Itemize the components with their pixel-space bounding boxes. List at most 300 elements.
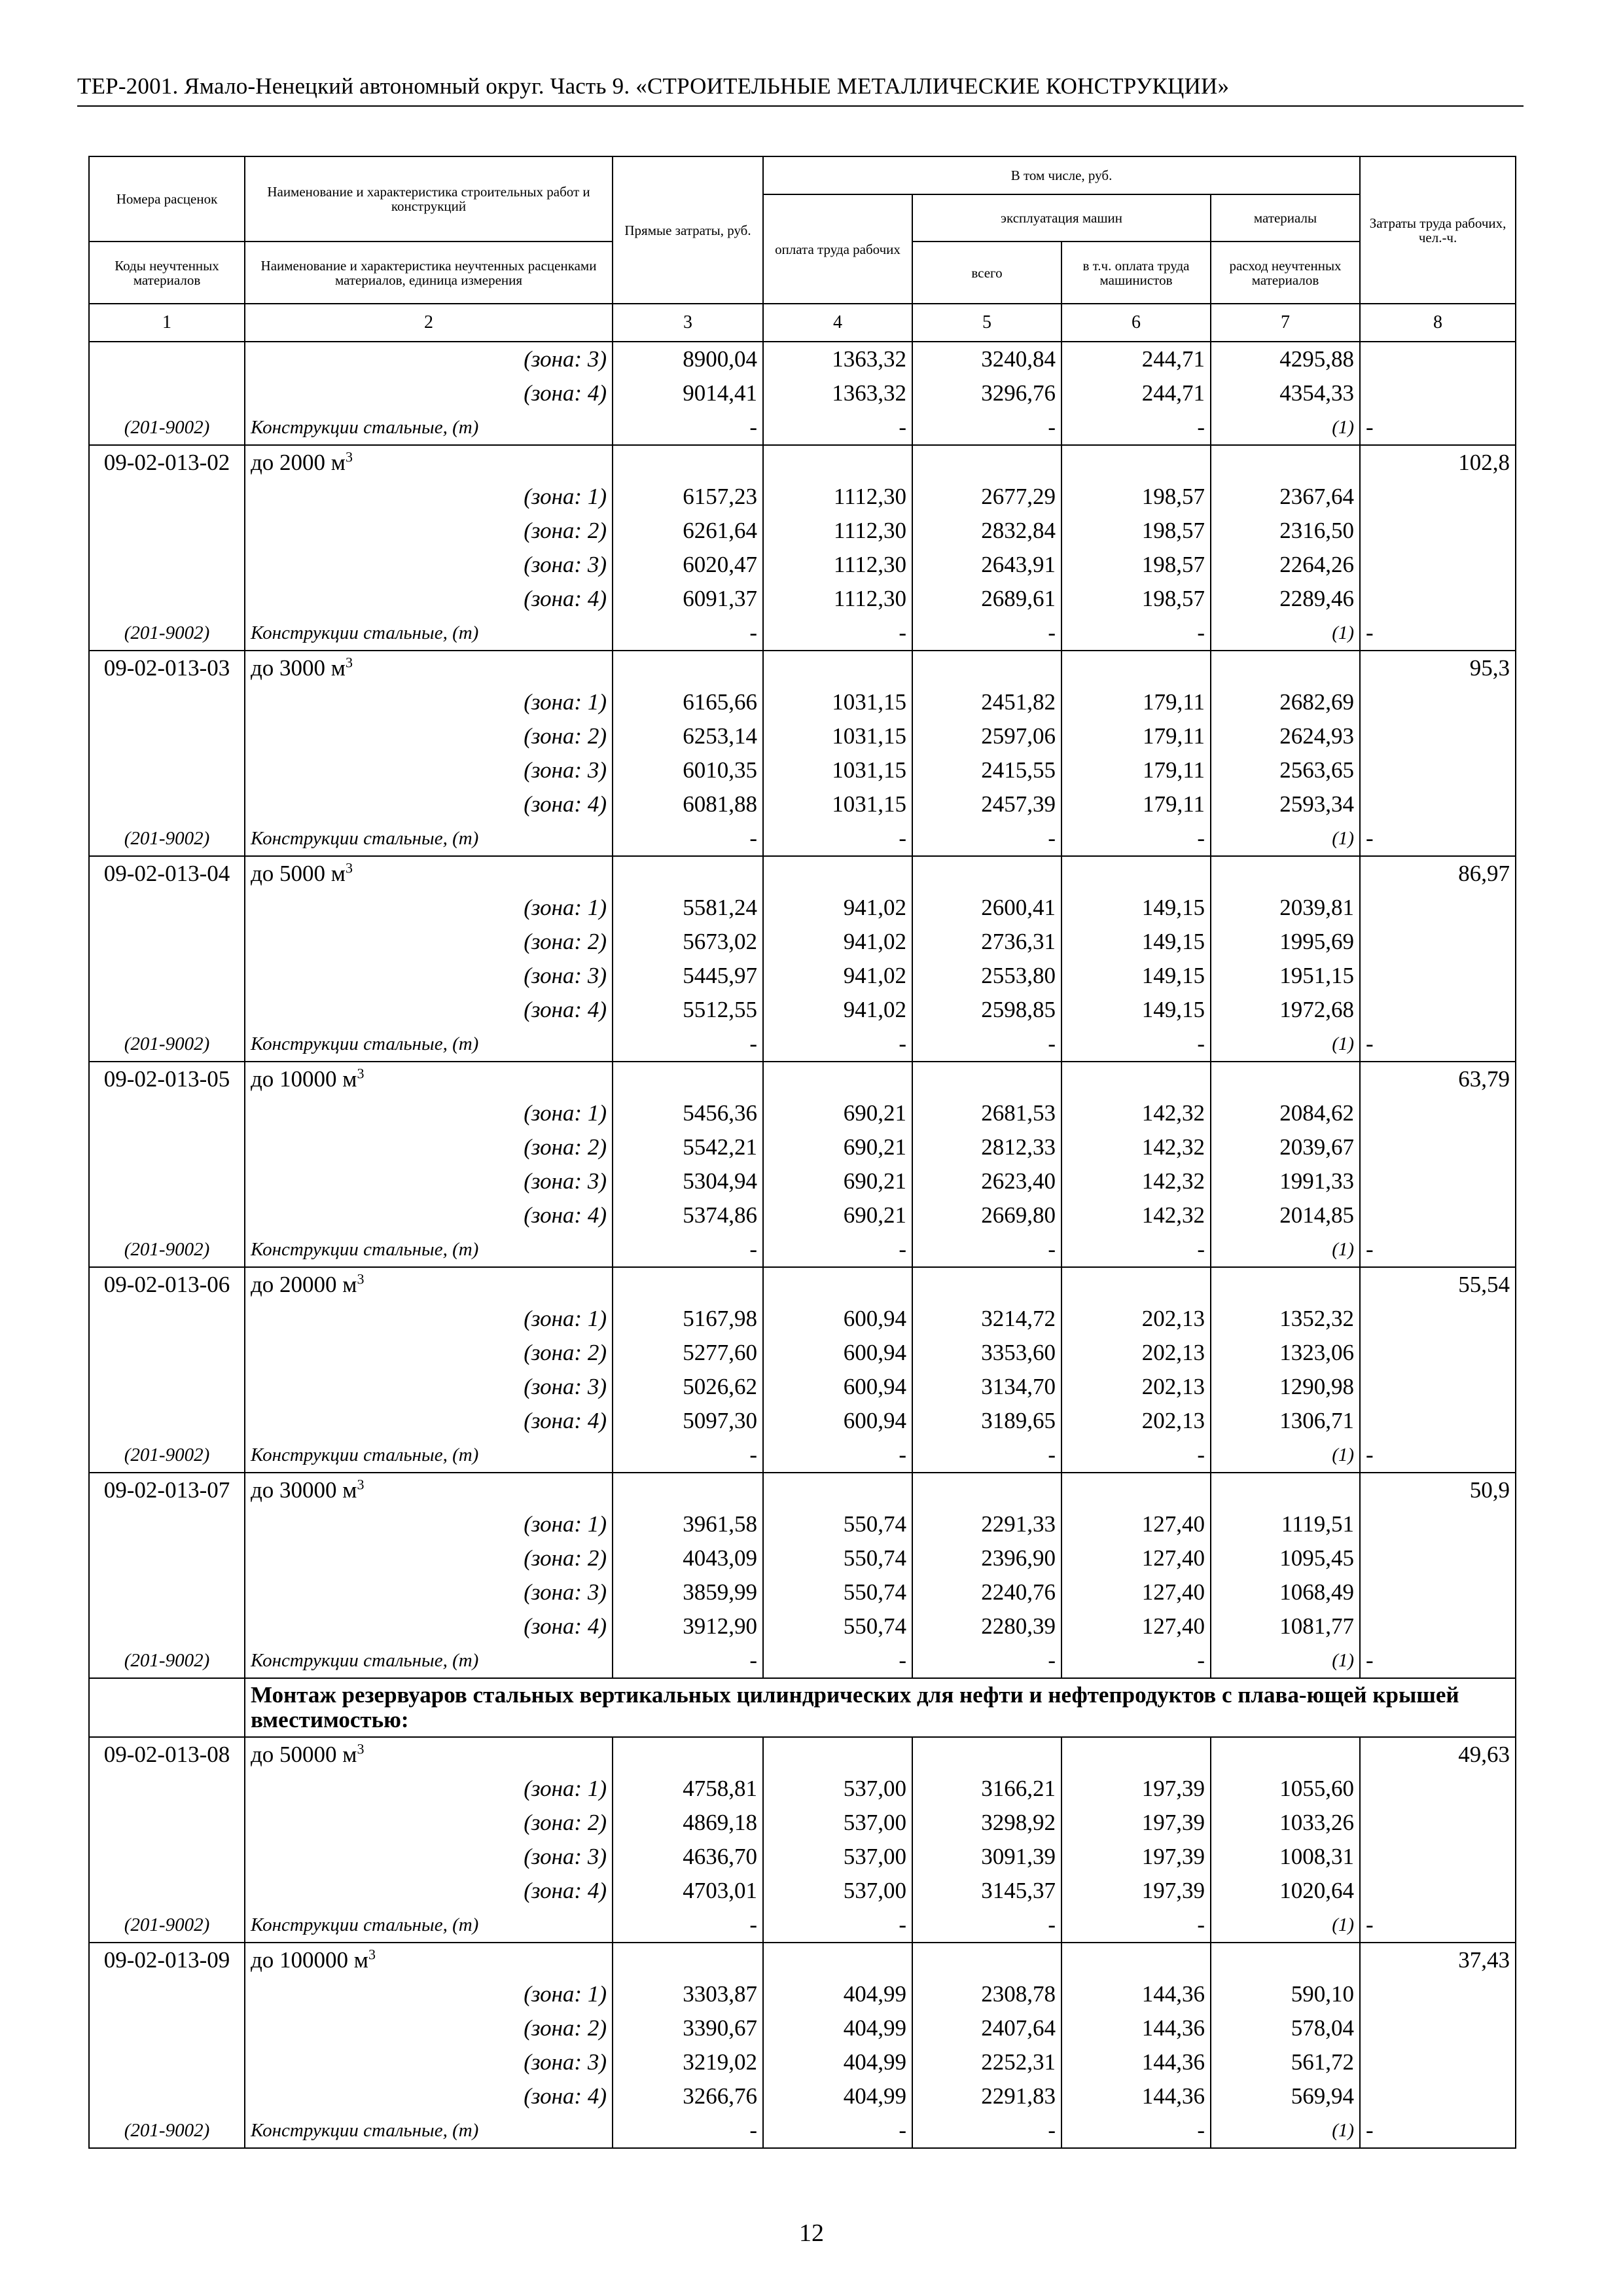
empty-cell	[763, 1267, 912, 1302]
dash-cell: -	[763, 1908, 912, 1943]
empty-cell	[1061, 1267, 1211, 1302]
value-cell: 1112,30	[763, 514, 912, 548]
value-cell: 4043,09	[613, 1541, 763, 1575]
value-cell: 2598,85	[912, 993, 1061, 1027]
value-cell: 142,32	[1061, 1164, 1211, 1198]
zone-row	[89, 1164, 1516, 1198]
empty-cell	[89, 1507, 245, 1541]
value-cell: 1081,77	[1211, 1609, 1360, 1643]
material-name: Конструкции стальные, (т)	[245, 1027, 613, 1062]
empty-cell	[1360, 1336, 1516, 1370]
zone-label: (зона: 2)	[245, 514, 613, 548]
zone-label: (зона: 1)	[245, 1096, 613, 1130]
col-num: 7	[1211, 304, 1360, 342]
empty-cell	[1360, 1977, 1516, 2011]
zone-label: (зона: 4)	[245, 1404, 613, 1438]
empty-cell	[1061, 1943, 1211, 1977]
zone-row	[89, 2045, 1516, 2079]
empty-cell	[1211, 651, 1360, 685]
value-cell: 1112,30	[763, 480, 912, 514]
zone-label: (зона: 4)	[245, 993, 613, 1027]
zone-row	[89, 1772, 1516, 1806]
dash-cell: -	[613, 2113, 763, 2148]
zone-row	[89, 548, 1516, 582]
value-cell: 5026,62	[613, 1370, 763, 1404]
material-name: Конструкции стальные, (т)	[245, 1908, 613, 1943]
value-cell: 578,04	[1211, 2011, 1360, 2045]
dash-cell: -	[613, 1027, 763, 1062]
value-cell: 144,36	[1061, 2079, 1211, 2113]
value-cell: 2624,93	[1211, 719, 1360, 753]
empty-cell	[1360, 2011, 1516, 2045]
th-labor-costs: Затраты труда рабочих, чел.-ч.	[1360, 156, 1516, 304]
dash-cell: -	[1061, 821, 1211, 856]
zone-label: (зона: 1)	[245, 1977, 613, 2011]
zone-label: (зона: 3)	[245, 342, 613, 376]
rate-row	[89, 856, 1516, 891]
rate-row	[89, 445, 1516, 480]
value-cell: 590,10	[1211, 1977, 1360, 2011]
value-cell: 1972,68	[1211, 993, 1360, 1027]
empty-cell	[89, 548, 245, 582]
labor-costs: 63,79	[1360, 1062, 1516, 1096]
empty-cell	[912, 651, 1061, 685]
labor-costs: 37,43	[1360, 1943, 1516, 1977]
value-cell: 1306,71	[1211, 1404, 1360, 1438]
empty-cell	[1360, 1609, 1516, 1643]
zone-row	[89, 787, 1516, 821]
material-name: Конструкции стальные, (т)	[245, 616, 613, 651]
dash-cell: -	[912, 1908, 1061, 1943]
value-cell: 690,21	[763, 1130, 912, 1164]
value-cell: 149,15	[1061, 993, 1211, 1027]
value-cell: 244,71	[1061, 376, 1211, 410]
value-cell: 4295,88	[1211, 342, 1360, 376]
material-row	[89, 616, 1516, 651]
empty-cell	[1061, 651, 1211, 685]
dash-cell: -	[613, 616, 763, 651]
rate-code: 09-02-013-04	[89, 856, 245, 891]
material-name: Конструкции стальные, (т)	[245, 410, 613, 445]
value-cell: 2593,34	[1211, 787, 1360, 821]
zone-label: (зона: 3)	[245, 1370, 613, 1404]
value-cell: 2669,80	[912, 1198, 1061, 1232]
rate-name	[245, 1062, 613, 1096]
empty-cell	[1360, 1164, 1516, 1198]
rate-code: 09-02-013-08	[89, 1737, 245, 1772]
th-material-codes: Коды неучтенных материалов	[89, 242, 245, 304]
value-cell: 2677,29	[912, 480, 1061, 514]
value-cell: 4636,70	[613, 1840, 763, 1874]
empty-cell	[89, 480, 245, 514]
value-cell: 5512,55	[613, 993, 763, 1027]
material-name: Конструкции стальные, (т)	[245, 821, 613, 856]
zone-label: (зона: 1)	[245, 1507, 613, 1541]
value-cell: 404,99	[763, 2079, 912, 2113]
value-cell: 2291,33	[912, 1507, 1061, 1541]
empty-cell	[1360, 1840, 1516, 1874]
value-cell: 142,32	[1061, 1130, 1211, 1164]
value-cell: 2289,46	[1211, 582, 1360, 616]
header-rule	[77, 105, 1524, 107]
empty-cell	[613, 1267, 763, 1302]
value-cell: 6010,35	[613, 753, 763, 787]
dash-cell: -	[1061, 1438, 1211, 1473]
value-cell: 600,94	[763, 1370, 912, 1404]
value-cell: 1951,15	[1211, 959, 1360, 993]
value-cell: 537,00	[763, 1806, 912, 1840]
empty-cell	[613, 1062, 763, 1096]
material-row	[89, 410, 1516, 445]
empty-cell	[763, 1943, 912, 1977]
material-qty: (1)	[1211, 1908, 1360, 1943]
empty-cell	[763, 651, 912, 685]
value-cell: 404,99	[763, 2011, 912, 2045]
empty-cell	[1061, 1062, 1211, 1096]
value-cell: 3214,72	[912, 1302, 1061, 1336]
zone-row	[89, 1404, 1516, 1438]
material-row	[89, 821, 1516, 856]
empty-cell	[89, 1678, 245, 1737]
value-cell: 198,57	[1061, 582, 1211, 616]
rate-code: 09-02-013-07	[89, 1473, 245, 1507]
empty-cell	[89, 1541, 245, 1575]
zone-label: (зона: 3)	[245, 1164, 613, 1198]
empty-cell	[1360, 1575, 1516, 1609]
value-cell: 1112,30	[763, 582, 912, 616]
value-cell: 690,21	[763, 1198, 912, 1232]
value-cell: 2812,33	[912, 1130, 1061, 1164]
empty-cell	[89, 891, 245, 925]
value-cell: 3145,37	[912, 1874, 1061, 1908]
dash-cell: -	[613, 821, 763, 856]
value-cell: 1031,15	[763, 685, 912, 719]
value-cell: 149,15	[1061, 959, 1211, 993]
col-num: 5	[912, 304, 1061, 342]
rate-name-text: до 20000 м	[251, 1272, 357, 1297]
value-cell: 3189,65	[912, 1404, 1061, 1438]
labor-costs: 49,63	[1360, 1737, 1516, 1772]
material-name: Конструкции стальные, (т)	[245, 1438, 613, 1473]
dash-cell: -	[1360, 410, 1516, 445]
zone-label: (зона: 3)	[245, 959, 613, 993]
empty-cell	[1360, 1302, 1516, 1336]
value-cell: 5542,21	[613, 1130, 763, 1164]
value-cell: 3961,58	[613, 1507, 763, 1541]
rate-name	[245, 445, 613, 480]
empty-cell	[1360, 1096, 1516, 1130]
rate-name-text: до 100000 м	[251, 1947, 368, 1973]
empty-cell	[912, 1943, 1061, 1977]
value-cell: 5167,98	[613, 1302, 763, 1336]
dash-cell: -	[1360, 1232, 1516, 1267]
rate-name	[245, 856, 613, 891]
rate-row	[89, 1473, 1516, 1507]
value-cell: 2689,61	[912, 582, 1061, 616]
th-rate-numbers: Номера расценок	[89, 156, 245, 242]
unit-superscript: 3	[357, 1740, 365, 1757]
value-cell: 404,99	[763, 1977, 912, 2011]
zone-row	[89, 342, 1516, 376]
zone-row	[89, 993, 1516, 1027]
value-cell: 2367,64	[1211, 480, 1360, 514]
dash-cell: -	[1360, 1438, 1516, 1473]
labor-costs: 55,54	[1360, 1267, 1516, 1302]
dash-cell: -	[613, 1908, 763, 1943]
empty-cell	[1360, 480, 1516, 514]
empty-cell	[1061, 1737, 1211, 1772]
value-cell: 2316,50	[1211, 514, 1360, 548]
dash-cell: -	[613, 1643, 763, 1678]
dash-cell: -	[1061, 2113, 1211, 2148]
dash-cell: -	[1360, 1643, 1516, 1678]
value-cell: 202,13	[1061, 1404, 1211, 1438]
dash-cell: -	[912, 1438, 1061, 1473]
empty-cell	[613, 1473, 763, 1507]
value-cell: 690,21	[763, 1164, 912, 1198]
zone-row	[89, 2079, 1516, 2113]
value-cell: 1068,49	[1211, 1575, 1360, 1609]
value-cell: 6091,37	[613, 582, 763, 616]
value-cell: 198,57	[1061, 480, 1211, 514]
value-cell: 2600,41	[912, 891, 1061, 925]
value-cell: 4758,81	[613, 1772, 763, 1806]
material-code: (201-9002)	[89, 1643, 245, 1678]
zone-label: (зона: 2)	[245, 2011, 613, 2045]
value-cell: 561,72	[1211, 2045, 1360, 2079]
zone-label: (зона: 3)	[245, 1575, 613, 1609]
zone-label: (зона: 2)	[245, 1541, 613, 1575]
value-cell: 144,36	[1061, 1977, 1211, 2011]
empty-cell	[1211, 1737, 1360, 1772]
value-cell: 2407,64	[912, 2011, 1061, 2045]
empty-cell	[89, 514, 245, 548]
dash-cell: -	[912, 1027, 1061, 1062]
value-cell: 3134,70	[912, 1370, 1061, 1404]
value-cell: 179,11	[1061, 753, 1211, 787]
empty-cell	[1360, 685, 1516, 719]
value-cell: 5456,36	[613, 1096, 763, 1130]
value-cell: 6020,47	[613, 548, 763, 582]
value-cell: 5581,24	[613, 891, 763, 925]
dash-cell: -	[1360, 1908, 1516, 1943]
value-cell: 197,39	[1061, 1840, 1211, 1874]
labor-costs: 102,8	[1360, 445, 1516, 480]
value-cell: 5304,94	[613, 1164, 763, 1198]
unit-superscript: 3	[357, 1476, 365, 1493]
empty-cell	[89, 925, 245, 959]
empty-cell	[1360, 1370, 1516, 1404]
th-direct-costs: Прямые затраты, руб.	[613, 156, 763, 304]
zone-row	[89, 1541, 1516, 1575]
empty-cell	[912, 1473, 1061, 1507]
empty-cell	[1360, 1541, 1516, 1575]
unit-superscript: 3	[357, 1065, 365, 1082]
empty-cell	[89, 753, 245, 787]
zone-row	[89, 685, 1516, 719]
zone-row	[89, 1806, 1516, 1840]
value-cell: 941,02	[763, 959, 912, 993]
value-cell: 3296,76	[912, 376, 1061, 410]
empty-cell	[89, 1370, 245, 1404]
value-cell: 197,39	[1061, 1806, 1211, 1840]
material-qty: (1)	[1211, 410, 1360, 445]
zone-row	[89, 925, 1516, 959]
empty-cell	[1211, 445, 1360, 480]
value-cell: 149,15	[1061, 891, 1211, 925]
unit-superscript: 3	[345, 654, 353, 671]
empty-cell	[1360, 1874, 1516, 1908]
zone-label: (зона: 1)	[245, 1772, 613, 1806]
dash-cell: -	[1061, 1908, 1211, 1943]
value-cell: 4703,01	[613, 1874, 763, 1908]
value-cell: 5445,97	[613, 959, 763, 993]
empty-cell	[1360, 1507, 1516, 1541]
zone-row	[89, 480, 1516, 514]
value-cell: 2291,83	[912, 2079, 1061, 2113]
th-machines: эксплуатация машин	[912, 194, 1211, 242]
empty-cell	[1360, 787, 1516, 821]
empty-cell	[1061, 1473, 1211, 1507]
rate-name	[245, 1267, 613, 1302]
th-work-name: Наименование и характеристика строительных работ и конструкций	[245, 156, 613, 242]
zone-row	[89, 376, 1516, 410]
empty-cell	[89, 1806, 245, 1840]
value-cell: 144,36	[1061, 2045, 1211, 2079]
value-cell: 202,13	[1061, 1336, 1211, 1370]
empty-cell	[89, 1302, 245, 1336]
value-cell: 550,74	[763, 1575, 912, 1609]
value-cell: 2682,69	[1211, 685, 1360, 719]
zone-row	[89, 1302, 1516, 1336]
value-cell: 1290,98	[1211, 1370, 1360, 1404]
zone-label: (зона: 1)	[245, 685, 613, 719]
zone-row	[89, 2011, 1516, 2045]
rate-code: 09-02-013-02	[89, 445, 245, 480]
material-qty: (1)	[1211, 616, 1360, 651]
zone-row	[89, 1874, 1516, 1908]
empty-cell	[1211, 1943, 1360, 1977]
value-cell: 197,39	[1061, 1874, 1211, 1908]
value-cell: 2553,80	[912, 959, 1061, 993]
dash-cell: -	[763, 410, 912, 445]
labor-costs: 50,9	[1360, 1473, 1516, 1507]
dash-cell: -	[613, 410, 763, 445]
material-name: Конструкции стальные, (т)	[245, 1232, 613, 1267]
dash-cell: -	[1360, 2113, 1516, 2148]
zone-label: (зона: 3)	[245, 1840, 613, 1874]
value-cell: 5097,30	[613, 1404, 763, 1438]
value-cell: 537,00	[763, 1772, 912, 1806]
empty-cell	[1360, 1806, 1516, 1840]
empty-cell	[89, 1874, 245, 1908]
empty-cell	[912, 1267, 1061, 1302]
value-cell: 537,00	[763, 1874, 912, 1908]
zone-label: (зона: 4)	[245, 1609, 613, 1643]
material-row	[89, 1232, 1516, 1267]
dash-cell: -	[763, 1027, 912, 1062]
dash-cell: -	[912, 1643, 1061, 1678]
empty-cell	[1360, 548, 1516, 582]
value-cell: 2396,90	[912, 1541, 1061, 1575]
value-cell: 1112,30	[763, 548, 912, 582]
material-name: Конструкции стальные, (т)	[245, 1643, 613, 1678]
zone-label: (зона: 3)	[245, 548, 613, 582]
value-cell: 600,94	[763, 1404, 912, 1438]
value-cell: 3266,76	[613, 2079, 763, 2113]
material-code: (201-9002)	[89, 1908, 245, 1943]
value-cell: 2832,84	[912, 514, 1061, 548]
value-cell: 3166,21	[912, 1772, 1061, 1806]
empty-cell	[1360, 1772, 1516, 1806]
material-name: Конструкции стальные, (т)	[245, 2113, 613, 2148]
rate-name-text: до 5000 м	[251, 861, 346, 886]
empty-cell	[89, 2079, 245, 2113]
rate-row	[89, 1267, 1516, 1302]
table-head	[89, 156, 1516, 342]
empty-cell	[613, 856, 763, 891]
value-cell: 2039,81	[1211, 891, 1360, 925]
rate-name-text: до 30000 м	[251, 1477, 357, 1503]
material-code: (201-9002)	[89, 1438, 245, 1473]
value-cell: 3303,87	[613, 1977, 763, 2011]
value-cell: 202,13	[1061, 1302, 1211, 1336]
material-row	[89, 2113, 1516, 2148]
th-machines-total: всего	[912, 242, 1061, 304]
col-num: 4	[763, 304, 912, 342]
zone-label: (зона: 4)	[245, 376, 613, 410]
value-cell: 2308,78	[912, 1977, 1061, 2011]
value-cell: 3353,60	[912, 1336, 1061, 1370]
zone-row	[89, 582, 1516, 616]
zone-row	[89, 1096, 1516, 1130]
value-cell: 9014,41	[613, 376, 763, 410]
empty-cell	[613, 651, 763, 685]
zone-row	[89, 1575, 1516, 1609]
value-cell: 3219,02	[613, 2045, 763, 2079]
col-num: 6	[1061, 304, 1211, 342]
zone-row	[89, 719, 1516, 753]
empty-cell	[89, 1575, 245, 1609]
rate-row	[89, 1943, 1516, 1977]
labor-costs: 95,3	[1360, 651, 1516, 685]
empty-cell	[89, 1404, 245, 1438]
empty-cell	[613, 1737, 763, 1772]
zone-label: (зона: 4)	[245, 1874, 613, 1908]
value-cell: 1033,26	[1211, 1806, 1360, 1840]
dash-cell: -	[1061, 1643, 1211, 1678]
dash-cell: -	[1360, 616, 1516, 651]
empty-cell	[1360, 959, 1516, 993]
value-cell: 1363,32	[763, 342, 912, 376]
value-cell: 6157,23	[613, 480, 763, 514]
empty-cell	[89, 1977, 245, 2011]
empty-cell	[89, 1772, 245, 1806]
col-num: 2	[245, 304, 613, 342]
empty-cell	[763, 1473, 912, 1507]
empty-cell	[1360, 1198, 1516, 1232]
material-row	[89, 1643, 1516, 1678]
dash-cell: -	[912, 616, 1061, 651]
value-cell: 2240,76	[912, 1575, 1061, 1609]
th-materials: материалы	[1211, 194, 1360, 242]
material-row	[89, 1027, 1516, 1062]
zone-row	[89, 959, 1516, 993]
zone-row	[89, 514, 1516, 548]
rate-code: 09-02-013-03	[89, 651, 245, 685]
empty-cell	[89, 719, 245, 753]
zone-row	[89, 1336, 1516, 1370]
